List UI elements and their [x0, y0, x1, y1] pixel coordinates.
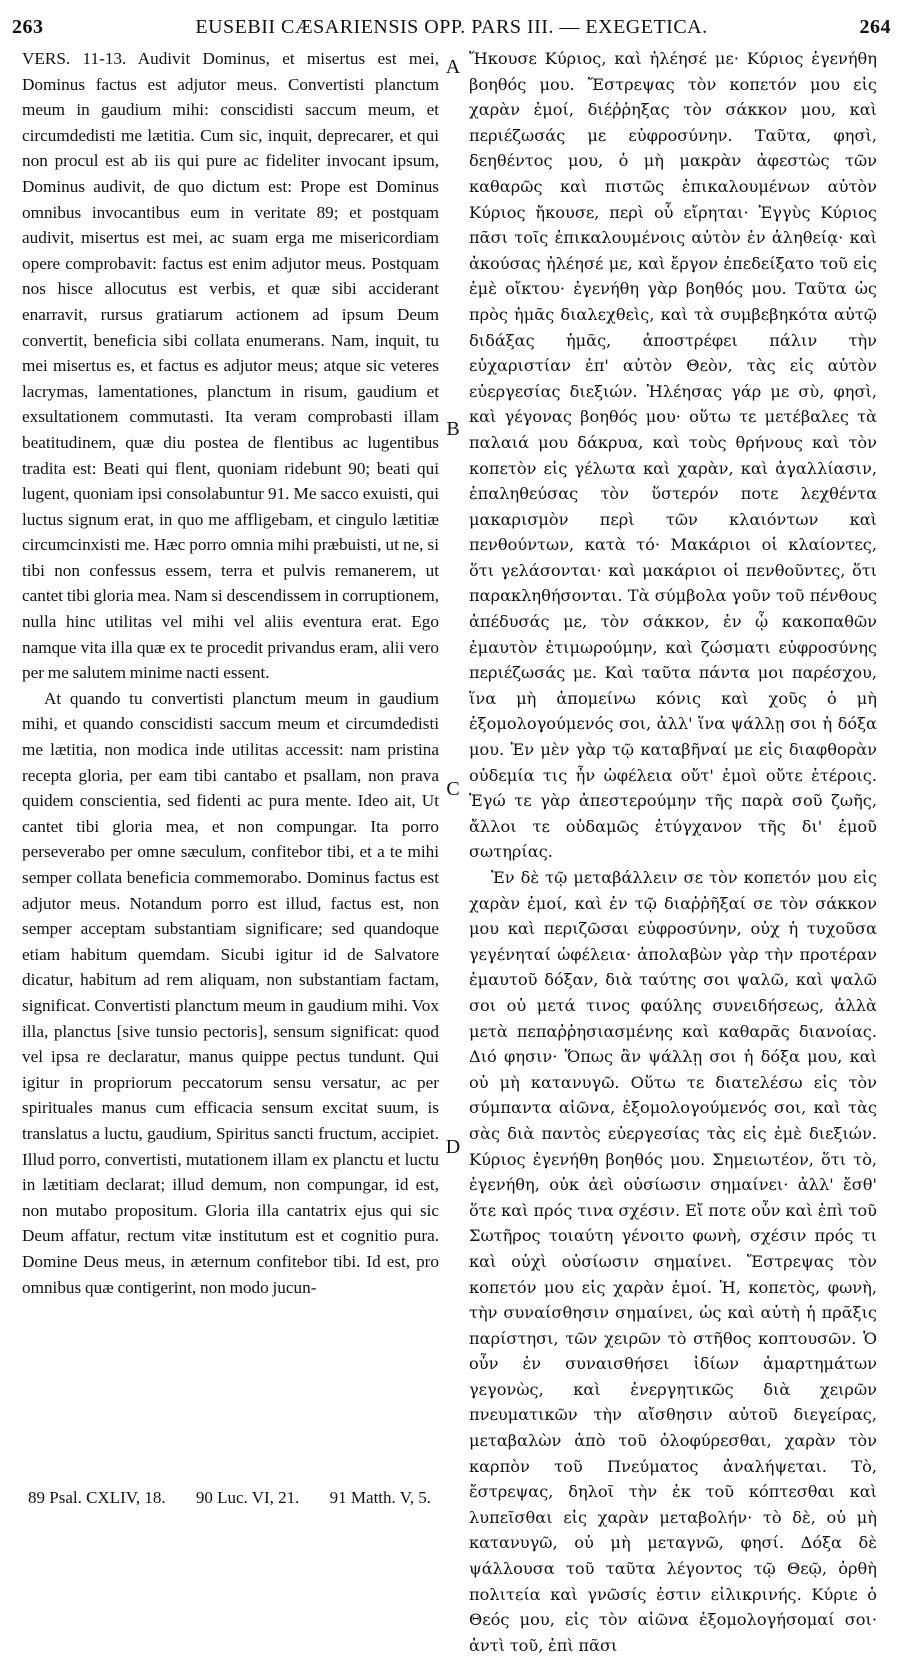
margin-marker-b: B	[446, 418, 460, 440]
greek-column	[469, 46, 877, 1658]
margin-marker-d: D	[445, 1136, 461, 1158]
greek-paragraph-1: Ἤκουσε Κύριος, καὶ ἠλέησέ με· Κύριος ἐγενήθη βοηθός μου. Ἔστρεψας τὸν κοπετόν μου εἰς χαρὰν ἐμοί, διέῤῥηξας τὸν σάκκον μου, καὶ περιέζωσάς με εὐφροσύνην. Ταῦτα, φησὶ, δεηθέντος μου, ὁ μὴ μακρὰν ἀφεστὼς τῶν καθαρῶς καὶ πιστῶς ἐπικαλουμένων αὐτὸν Κύριος ἤκουσε, περὶ οὗ εἴρηται· Ἐγγὺς Κύριος πᾶσι τοῖς ἐπικαλουμένοις αὐτὸν ἐν ἀληθείᾳ· καὶ ἀκούσας ἠλέησέ με, καὶ ἔργον ἐπεδείξατο τοῦ εἰς ἐμὲ οἴκτου· ἐγενήθη γὰρ βοηθός μου. Ταῦτα ὡς πρὸς ἡμᾶς διαλεχθεὶς, καὶ τὰ συμβεβηκότα αὐτῷ διδάξας ἡμᾶς, ἀποστρέφει πάλιν τὴν εὐχαριστίαν ἐπ' αὐτὸν Θεὸν, τὰς εἰς αὐτὸν εὐεργεσίας διεξιών. Ἠλέησας γάρ με σὺ, φησὶ, καὶ γέγονας βοηθός μου· οὕτω τε μετέβαλες τὰ παλαιά μου δάκρυα, καὶ τοὺς θρήνους καὶ τὸν κοπετὸν εἰς γέλωτα καὶ χαρὰν, καὶ ἀγαλλίασιν, ἐπαληθεύσας τὸν ὕστερόν ποτε λεχθέντα μακαρισμὸν περὶ τῶν κλαιόντων καὶ πενθούντων, κατὰ τό· Μακάριοι οἱ κλαίοντες, ὅτι γελάσονται· καὶ μακάριοι οἱ πενθοῦντες, ὅτι παρακληθήσονται. Τὰ σύμβολα γοῦν τοῦ πένθους ἀπέδυσάς με, τὸν σάκκον, ἐν ᾧ κακοπαθῶν ἐμαυτὸν ἐτιμωρούμην, καὶ ζώσματι εὐφροσύνης περιέζωσάς με. Καὶ ταῦτα πάντα μοι παρέσχου, ἵνα μὴ ἀπομείνω κόνις καὶ χοῦς ὁ μὴ ἐξομολογούμενός σοι, ἀλλ' ἵνα ψάλλῃ σοι ἡ δόξα μου. Ἐν μὲν γὰρ τῷ καταβῆναί με εἰς διαφθορὰν οὐδεμία τις ἦν ὠφέλεια οὔτ' ἐμοὶ οὔτε ἑτέροις. Ἐγώ τε γὰρ ἀπεστερούμην τῆς παρὰ σοῦ ζωῆς, ἄλλοι τε οὐδαμῶς ἐτύγχανον τῆς δι' ἐμοῦ σωτηρίας.	[469, 49, 877, 862]
page-header	[12, 16, 891, 42]
running-title: EUSEBII CÆSARIENSIS OPP. PARS III. — EXEGETICA.	[195, 16, 708, 38]
margin-marker-c: C	[446, 778, 460, 800]
footnote-90: 90 Luc. VI, 21.	[195, 1488, 300, 1507]
footnotes	[28, 1488, 457, 1508]
latin-paragraph-1: VERS. 11-13. Audivit Dominus, et misertus est mei, Dominus factus est adjutor meus. Convertisti planctum meum in gaudium mihi: conscidisti saccum meum, et circumdedisti me lætitia. Cum sic, inquit, deprecarer, et qui non procul est ab iis qui pure ac fideliter invocant ipsum, Dominus audivit, de quo dictum est: Prope est Dominus omnibus invocantibus eum in veritate 89; et postquam audivit, misertus est mei, ac suam erga me misericordiam opere comprobavit: factus est enim adjutor meus. Postquam nos hisce allocutus est verbis, et quæ sibi acciderant enarravit, rursus gratiarum actionem ad ipsum Deum convertit, beneficia sibi collata enumerans. Nam, inquit, tu mei misertus es, et factus es adjutor meus; atque sic veteres lacrymas, lamentationes, planctum in risum, gaudium et exsultationem commutasti. Ita veram comprobasti illam beatitudinem, quæ diu postea de flentibus ac lugentibus tradita est: Beati qui flent, quoniam ridebunt 90; beati qui lugent, quoniam ipsi consolabuntur 91. Me sacco exuisti, qui luctus signum erat, in quo me affligebam, et cingulo lætitiæ circumcinxisti me. Hæc porro omnia mihi præbuisti, ut ne, si tibi non confessus essem, terra et pulvis remanerem, ut cantet tibi gloria mea. Nam si descendissem in corruptionem, nulla hinc utilitas vel mihi vel aliis eventura erat. Ego namque vita illa quæ ex te procedit privandus eram, alii vero per me salutem minime nacti essent.	[22, 49, 439, 683]
footnote-89: 89 Psal. CXLIV, 18.	[28, 1488, 166, 1507]
latin-column	[22, 46, 439, 1300]
greek-paragraph-2: Ἐν δὲ τῷ μεταβάλλειν σε τὸν κοπετόν μου εἰς χαρὰν ἐμοί, καὶ ἐν τῷ διαῤῥῆξαί σε τὸν σάκκον μου καὶ περιζῶσαι εὐφροσύνην, οὐχ ἡ τυχοῦσα γεγένηταί ὠφέλεια· ἀπολαβὼν γὰρ τὴν προτέραν ἐμαυτοῦ δόξαν, διὰ ταύτης σοι ψαλῶ, καὶ ψαλῶ σοι οὐ μετά τινος φαύλης συνειδήσεως, ἀλλὰ μετὰ πεπαῤῥησιασμένης καὶ καθαρᾶς διανοίας. Διό φησιν· Ὅπως ἂν ψάλλῃ σοι ἡ δόξα μου, καὶ οὐ μὴ κατανυγῶ. Οὕτω τε διατελέσω εἰς τὸν σύμπαντα αἰῶνα, ἐξομολογούμενός σοι, καὶ τὰς σὰς διὰ παντὸς εὐεργεσίας τὰς εἰς ἐμὲ διεξιών. Κύριος ἐγενήθη βοηθός μου. Σημειωτέον, ὅτι τὸ, ἐγενήθη, οὐκ ἀεὶ οὐσίωσιν σημαίνει· ἀλλ' ἔσθ' ὅτε καὶ πρός τινα σχέσιν. Εἴ ποτε οὖν καὶ ἐπὶ τοῦ Σωτῆρος τοιαύτη γένοιτο φωνὴ, σχέσιν πρός τι καὶ οὐχὶ οὐσίωσιν σημαίνει. Ἔστρεψας τὸν κοπετόν μου εἰς χαρὰν ἐμοί. Ἡ, κοπετὸς, φωνὴ, τὴν συναίσθησιν σημαίνει, ὡς καὶ αὐτὴ ἡ πρᾶξις παρίστησι, τῶν χειρῶν τὸ στῆθος κοπτουσῶν. Ὁ οὖν ἐν συναισθήσει ἰδίων ἁμαρτημάτων γεγονὼς, καὶ ἐνεργητικῶς διὰ χειρῶν πνευματικῶν τὴν αἴσθησιν αὐτοῦ διεγείρας, μεταβαλὼν ἀπὸ τοῦ ὀλοφύρεσθαι, χαρὰν τὸν καρπὸν τοῦ Πνεύματος ἀναλήψεται. Τὸ, ἔστρεψας, δηλοῖ τὴν ἐκ τοῦ κόπτεσθαι καὶ λυπεῖσθαι εἰς χαρὰν μεταβολήν· τὸ δὲ, οὐ μὴ κατανυγῶ, οὐ μὴ μεταγνῶ, φησί. Δόξα δὲ ψάλλουσα τοῦ ταῦτα λέγοντος τῷ Θεῷ, ὀρθὴ πολιτεία καὶ γνῶσίς ἐστιν εἰλικρινής. Κύριε ὁ Θεός μου, εἰς τὸν αἰῶνα ἐξομολογήσομαί σοι· ἀντὶ τοῦ, ἐπὶ πᾶσι	[469, 868, 877, 1655]
margin-marker-a: A	[445, 56, 461, 78]
footnote-91: 91 Matth. V, 5.	[329, 1488, 432, 1507]
page-number-left: 263	[12, 16, 44, 38]
latin-paragraph-2: At quando tu convertisti planctum meum in gaudium mihi, et quando conscidisti saccum meum et circumdedisti me lætitia, non modica inde utilitas accessit: nam pristina recepta gloria, per eam tibi cantabo et psallam, non prava quidem conscientia, sed fidenti ac pura mente. Ideo ait, Ut cantet tibi gloria mea, et non compungar. Ita porro perseverabo per omne sæculum, confitebor tibi, et a te mihi semper collata beneficia commemorabo. Dominus factus est adjutor meus. Notandum porro est illud, factus est, non semper acceptam substantiam significare; sed quandoque etiam habitum quemdam. Sicubi igitur id de Salvatore dicatur, habitum ad rem aliquam, non substantiam factam, significat. Convertisti planctum meum in gaudium mihi. Vox illa, planctus [sive tunsio pectoris], sensum significat: quod vel ipsa re declaratur, manus quippe pectus tundunt. Qui igitur in propriorum peccatorum sensu versatur, ac per spirituales manus cum efficacia sensum excitat suum, is translatus a luctu, gaudium, Spiritus sancti fructum, accipiet. Illud porro, convertisti, mutationem illam ex planctu et luctu in lætitiam declarat; illud demum, non compungar, id est, non mutabo propositum. Gloria illa cantatrix ejus qui sic Deum affatur, rectum vitæ institutum est et cognitio pura. Domine Deus meus, in æternum confitebor tibi. Id est, pro omnibus quæ contigerint, non modo jucun-	[22, 688, 439, 1297]
page-number-right: 264	[859, 16, 891, 38]
